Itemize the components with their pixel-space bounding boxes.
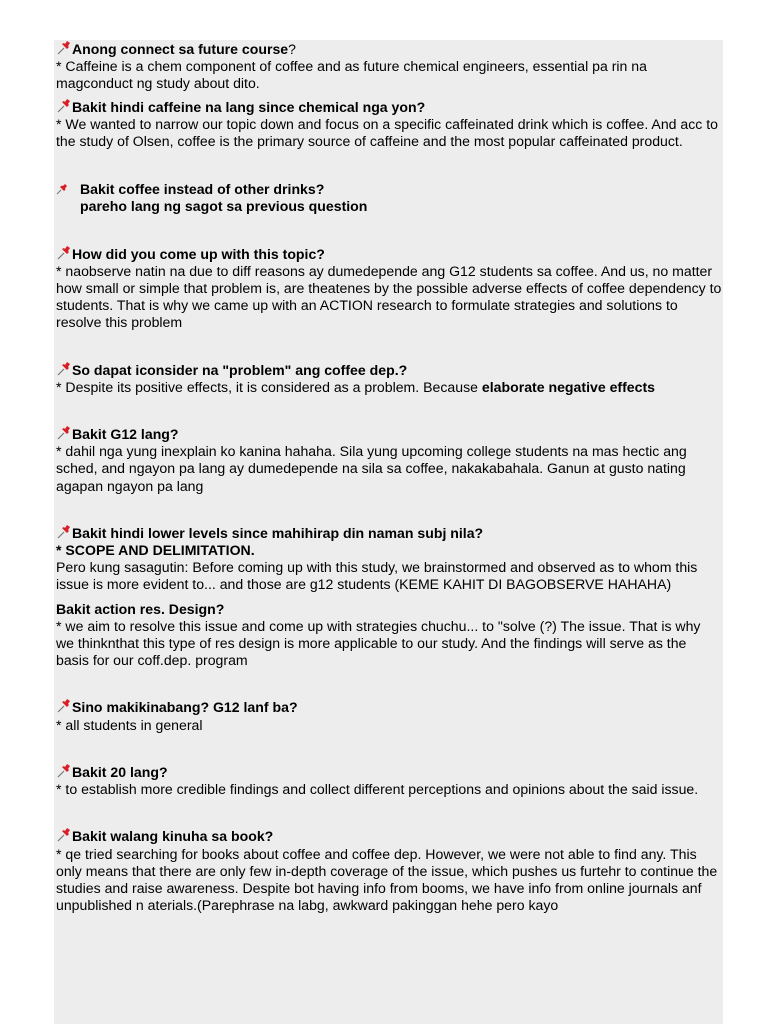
question-line: [56, 99, 722, 116]
question-line: [56, 828, 722, 845]
answer-text: * all students in general: [56, 716, 203, 733]
question-subtext: pareho lang ng sagot sa previous question: [80, 198, 368, 215]
question-subtext: * SCOPE AND DELIMITATION.: [56, 542, 255, 559]
question-text: Bakit coffee instead of other drinks?: [80, 181, 325, 198]
answer-line: [56, 379, 722, 396]
pushpin-icon: [56, 764, 72, 778]
answer-bold-text: elaborate negative effects: [481, 378, 656, 395]
qa-block: [56, 362, 722, 396]
qa-block: [56, 525, 722, 594]
pushpin-icon: [56, 99, 72, 113]
qa-block: [56, 828, 722, 914]
question-text: Sino makikinabang? G12 lanf ba?: [72, 699, 298, 716]
question-line: [56, 426, 722, 443]
question-line: [56, 246, 722, 263]
answer-text: * we aim to resolve this issue and come up with strategies chuchu... to "solve (?) The issue. That is why we thinknthat this type of res design is more applicable to our study. And the findings will serve as the basis for our coff.dep. program: [56, 617, 701, 669]
pushpin-icon: [56, 246, 72, 260]
question-line: [56, 362, 722, 379]
answer-text: Pero kung sasagutin: Before coming up with this study, we brainstormed and observed as to whom this issue is more evident to... and those are g12 students (KEME KAHIT DI BAGOBSERVE HAHAHA): [56, 559, 698, 593]
question-suffix: ?: [288, 41, 296, 57]
question-text: Bakit hindi lower levels since mahihirap din naman subj nila?: [72, 524, 484, 541]
qa-block: [56, 99, 722, 151]
qa-block: [56, 181, 722, 215]
question-text: Anong connect sa future course: [72, 41, 289, 57]
pushpin-icon: [56, 362, 72, 376]
qa-block: [56, 601, 722, 670]
question-text: Bakit action res. Design?: [56, 600, 225, 617]
question-text: Bakit 20 lang?: [72, 763, 168, 780]
qa-block: [56, 764, 722, 798]
question-text: Bakit walang kinuha sa book?: [72, 828, 274, 845]
question-line: [56, 525, 722, 542]
pushpin-icon: [56, 525, 72, 539]
qa-block: [56, 41, 722, 93]
document-content: [56, 41, 722, 914]
answer-text: * to establish more credible findings and collect different perceptions and opinions about the said issue.: [56, 781, 699, 798]
question-line: [56, 41, 722, 58]
question-text: Bakit hindi caffeine na lang since chemical nga yon?: [72, 98, 426, 115]
qa-block: [56, 426, 722, 495]
question-line: [56, 699, 722, 716]
pushpin-bullet-icon: [56, 183, 68, 195]
qa-block: [56, 246, 722, 332]
pushpin-icon: [56, 699, 72, 713]
question-line: [56, 764, 722, 781]
answer-text: * qe tried searching for books about coffee and coffee dep. However, we were not able to find any. This only means that there are only few in-depth coverage of the issue, which pushes us furtehr to continue the studies and raise awareness. Despite bot having info from booms, we have info from online journals anf unpublished n aterials.(Parephrase na labg, awkward pakinggan hehe pero kayo: [56, 845, 718, 914]
pushpin-icon: [56, 41, 72, 55]
answer-text: * dahil nga yung inexplain ko kanina hahaha. Sila yung upcoming college students na mas hectic ang sched, and ngayon pa lang ay dumedepende na sila sa coffee, nakakabahala. Ganun at gusto nating agapan ngayon pa lang: [56, 443, 687, 494]
answer-text: * We wanted to narrow our topic down and focus on a specific caffeinated drink which is coffee. And acc to the study of Olsen, coffee is the primary source of caffeine and the most popular caffeinated product.: [56, 115, 719, 150]
answer-text: * Despite its positive effects, it is considered as a problem. Because: [56, 378, 482, 395]
pushpin-icon: [56, 426, 72, 440]
question-text: How did you come up with this topic?: [72, 245, 325, 262]
answer-text: * Caffeine is a chem component of coffee and as future chemical engineers, essential pa rin na magconduct ng study about dito.: [56, 58, 647, 92]
pushpin-icon: [56, 828, 72, 842]
qa-block: [56, 699, 722, 733]
question-text: Bakit G12 lang?: [72, 426, 179, 443]
answer-text: * naobserve natin na due to diff reasons ay dumedepende ang G12 students sa coffee. And us, no matter how small or simple that problem is, are theatenes by the possible adverse effects of coffee dependency to students. That is why we came up with an ACTION research to formulate strategies and solutions to resolve this problem: [56, 262, 722, 331]
question-text: So dapat iconsider na "problem" ang coffee dep.?: [72, 361, 408, 378]
